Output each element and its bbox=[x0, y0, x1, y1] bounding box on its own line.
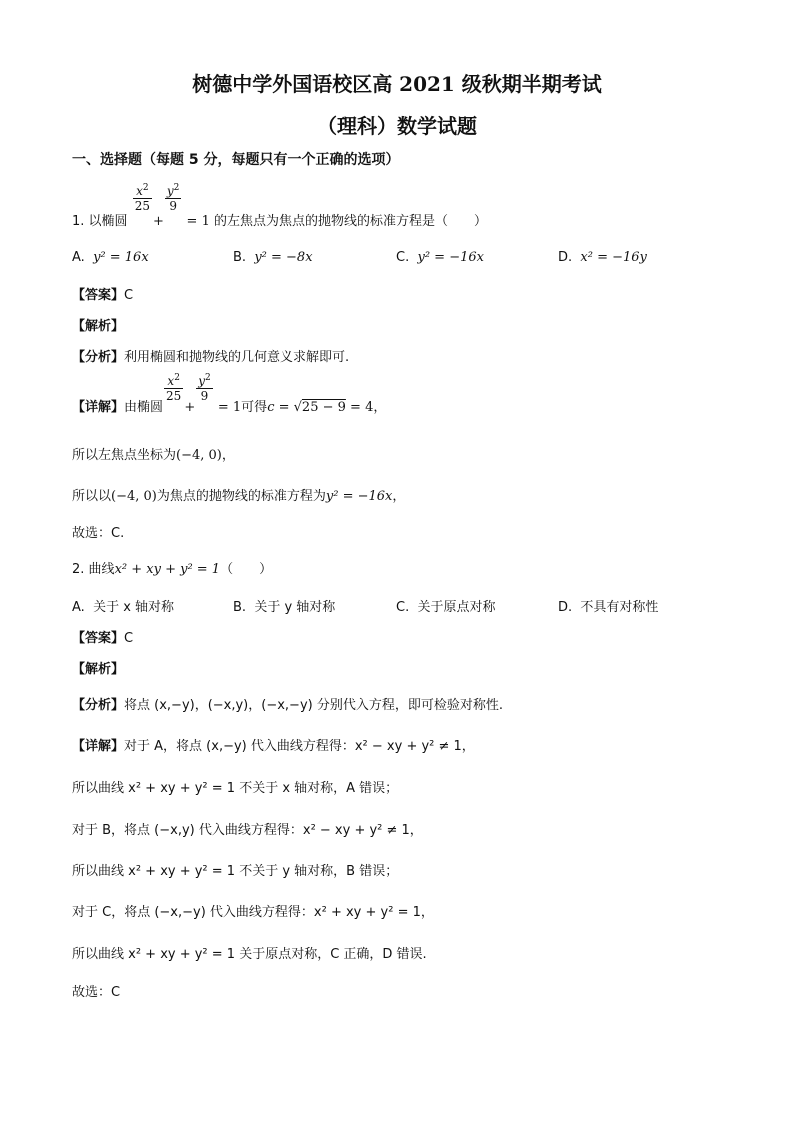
section-heading: 一、选择题（每题 5 分，每题只有一个正确的选项） bbox=[72, 152, 400, 168]
question-prefix: 以椭圆 bbox=[88, 214, 128, 229]
parabola-line: 所以以(−4, 0)为焦点的抛物线的标准方程为y² = −16x， bbox=[72, 489, 406, 504]
detail-line: 对于 C，将点 (−x,−y) 代入曲线方程得：x² + xy + y² = 1， bbox=[72, 905, 434, 920]
option-a: A. 关于 x 轴对称 bbox=[72, 600, 175, 615]
option-c: C. 关于原点对称 bbox=[396, 600, 496, 615]
choose-line: 故选：C. bbox=[72, 526, 125, 541]
detail-line: 所以曲线 x² + xy + y² = 1 关于原点对称，C 正确，D 错误. bbox=[72, 947, 427, 962]
exam-subtitle: （理科）数学试题 bbox=[317, 114, 477, 138]
question-2-stem: 2. 曲线x² + xy + y² = 1（ ） bbox=[72, 562, 273, 577]
xiangjie-line: 【详解】对于 A，将点 (x,−y) 代入曲线方程得：x² − xy + y² ≠ 1， bbox=[72, 739, 475, 754]
answer-line: 【答案】C bbox=[72, 631, 134, 646]
option-a: A. y² = 16x bbox=[72, 250, 149, 265]
question-suffix: 的左焦点为焦点的抛物线的标准方程是（ ） bbox=[213, 214, 487, 229]
detail-line: 所以曲线 x² + xy + y² = 1 不关于 y 轴对称，B 错误； bbox=[72, 864, 399, 879]
ellipse-fraction-x: $\frac{x^2}{25}$ bbox=[134, 183, 150, 213]
option-d: D. x² = −16y bbox=[558, 250, 647, 265]
question-number: 1. bbox=[72, 214, 85, 229]
exam-title: 树德中学外国语校区高 2021 级秋期半期考试 bbox=[192, 72, 602, 96]
ellipse-fraction-y: $\frac{y^2}{9}$ bbox=[166, 183, 180, 213]
xiangjie-line: 【详解】由椭圆 $\frac{x^2}{25}$ + $\frac{y^2}{9}$ = 1可得c = √25 − 9 = 4， bbox=[72, 373, 387, 415]
focus-line: 所以左焦点坐标为(−4, 0)， bbox=[72, 448, 235, 463]
option-c: C. y² = −16x bbox=[396, 250, 484, 265]
fenxi-line: 【分析】将点 (x,−y)，(−x,y)，(−x,−y) 分别代入方程，即可检验对称性. bbox=[72, 698, 503, 713]
analysis-tag: 【解析】 bbox=[72, 319, 125, 334]
answer-line: 【答案】C bbox=[72, 288, 134, 303]
analysis-tag: 【解析】 bbox=[72, 662, 125, 677]
detail-line: 对于 B，将点 (−x,y) 代入曲线方程得：x² − xy + y² ≠ 1， bbox=[72, 823, 423, 838]
detail-line: 所以曲线 x² + xy + y² = 1 不关于 x 轴对称，A 错误； bbox=[72, 781, 399, 796]
choose-line: 故选：C bbox=[72, 985, 121, 1000]
option-b: B. 关于 y 轴对称 bbox=[233, 600, 336, 615]
question-1-stem: 1. 以椭圆 $\frac{x^2}{25}$ + $\frac{y^2}{9}$ = 1 的左焦点为焦点的抛物线的标准方程是（ ） bbox=[72, 183, 487, 229]
option-b: B. y² = −8x bbox=[233, 250, 313, 265]
option-d: D. 不具有对称性 bbox=[558, 600, 659, 615]
fenxi-line: 【分析】利用椭圆和抛物线的几何意义求解即可. bbox=[72, 350, 350, 365]
